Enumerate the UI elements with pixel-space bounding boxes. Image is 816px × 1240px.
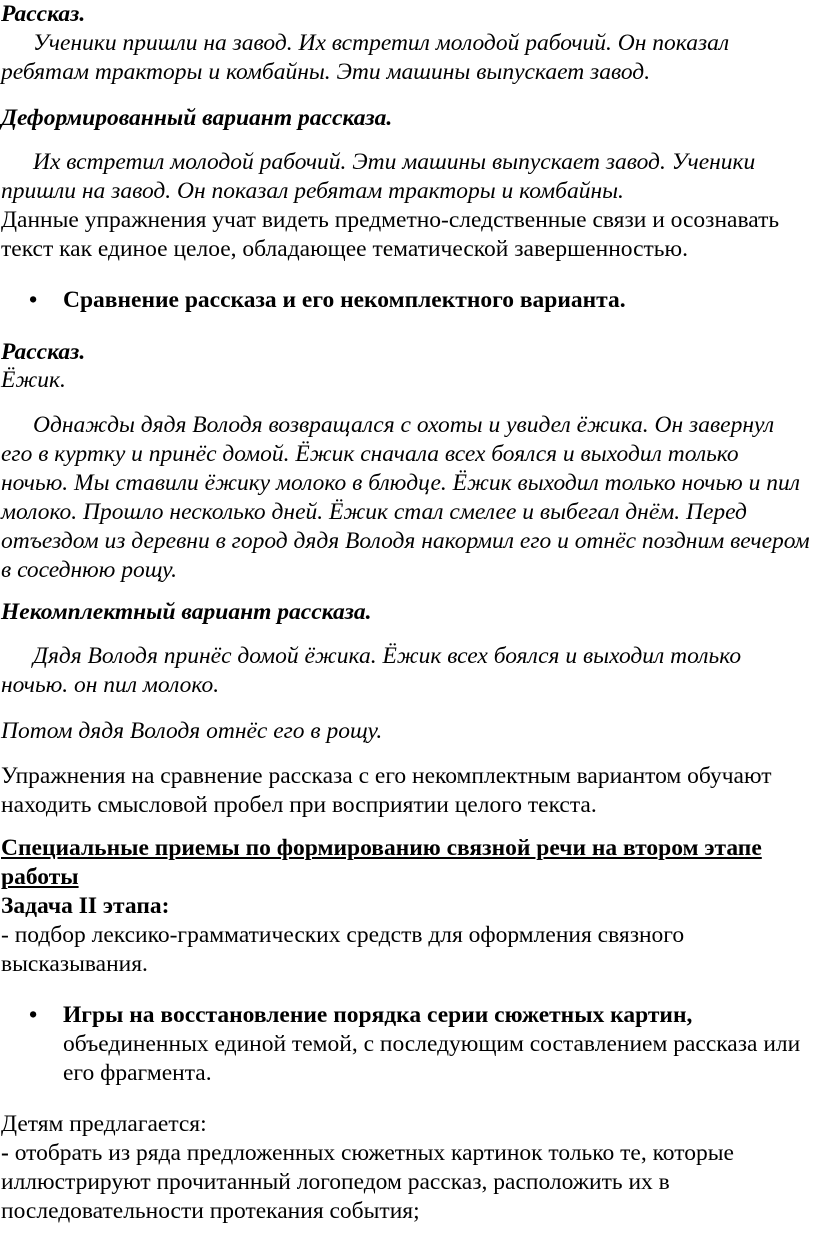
task-label: Задача II этапа:	[1, 893, 170, 919]
paragraph-comparison: Упражнения на сравнение рассказа с его некомплектным вариантом обучают находить смысловой пробел при восприятии целого текста.	[1, 763, 772, 818]
story2-heading: Рассказ.	[1, 339, 86, 365]
bullet-item-comparison	[1, 286, 810, 315]
offer-dash: -	[1, 1140, 9, 1166]
bullet-item-games	[1, 1001, 810, 1088]
bullet-text	[63, 1001, 810, 1088]
incomplete-text-ending: Потом дядя Володя отнёс его в рощу.	[1, 718, 383, 744]
incomplete-heading: Некомплектный вариант рассказа.	[1, 599, 372, 625]
story-text: Ученики пришли на завод. Их встретил молодой рабочий. Он показал ребятам тракторы и комбайны. Эти машины выпускает завод.	[1, 30, 730, 85]
bullet-text-rest: объединенных единой темой, с последующим составлением рассказа или его фрагмента.	[63, 1031, 801, 1086]
story2-text: Однажды дядя Володя возвращался с охоты и увидел ёжика. Он завернул его в куртку и принёс домой. Ёжик сначала всех боялся и выходил только ночью. Мы ставили ёжику молоко в блюдце. Ёжик выходил только ночью и пил молоко. Прошло несколько дней. Ёжик стал смелее и выбегал днём. Перед отъездом из деревни в город дядя Володя накормил его и отнёс поздним вечером в соседнюю рощу.	[1, 412, 810, 583]
deformed-heading: Деформированный вариант рассказа.	[1, 105, 393, 131]
bullet-text-bold: Игры на восстановление порядка серии сюжетных картин,	[63, 1002, 693, 1028]
bullet-text: Сравнение рассказа и его некомплектного варианта.	[63, 287, 626, 313]
story2-title: Ёжик.	[1, 367, 66, 393]
bullet-marker: •	[29, 287, 38, 313]
task-text: - подбор лексико-грамматических средств для оформления связного высказывания.	[1, 922, 685, 977]
incomplete-text: Дядя Володя принёс домой ёжика. Ёжик всех боялся и выходил только ночью. он пил молоко.	[1, 643, 742, 698]
offer-text	[1, 1139, 810, 1226]
story-heading: Рассказ.	[1, 1, 86, 27]
paragraph-explanation: Данные упражнения учат видеть предметно-следственные связи и осознавать текст как единое целое, обладающее тематической завершенностью.	[1, 207, 780, 262]
offer-intro: Детям предлагается:	[1, 1111, 207, 1137]
offer-text-body: отобрать из ряда предложенных сюжетных картинок только те, которые иллюстрируют прочитанный логопедом рассказ, расположить их в последовательности протекания события;	[1, 1140, 734, 1224]
section-heading: Специальные приемы по формированию связной речи на втором этапе работы	[1, 835, 762, 890]
bullet-marker: •	[29, 1002, 38, 1028]
deformed-text: Их встретил молодой рабочий. Эти машины выпускает завод. Ученики пришли на завод. Он показал ребятам тракторы и комбайны.	[1, 149, 756, 204]
